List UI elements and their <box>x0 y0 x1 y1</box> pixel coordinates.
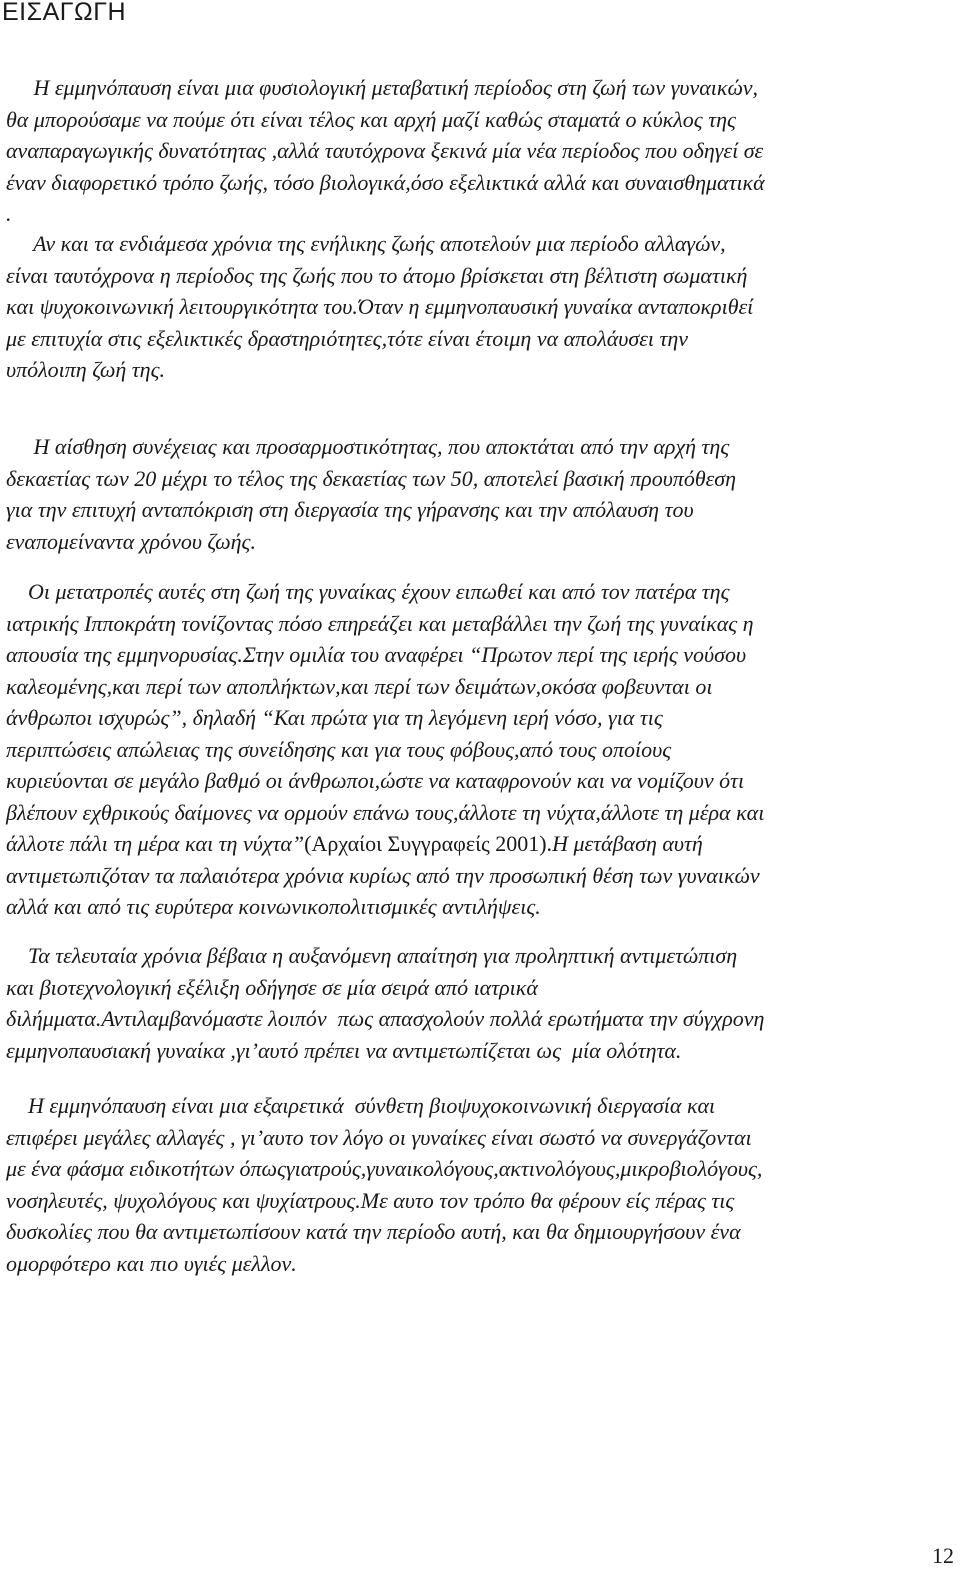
text-line: κυριεύονται σε μεγάλο βαθμό οι άνθρωποι,ώστε να καταφρονούν και να νομίζουν ότι <box>6 768 745 793</box>
text-line: ομορφότερο και πιο υγιές μελλον. <box>6 1250 297 1276</box>
text-line: και ψυχοκοινωνική λειτουργικότητα του.Όταν η εμμηνοπαυσική γυναίκα ανταποκριθεί <box>6 294 754 319</box>
paragraph-4 <box>6 576 956 923</box>
paragraph-1 <box>6 72 956 230</box>
section-heading: ΕΙΣΑΓΩΓΗ <box>2 0 127 26</box>
paragraph-2 <box>6 228 956 386</box>
text-line: επιφέρει μεγάλες αλλαγές , γι’αυτο τον λόγο οι γυναίκες είναι σωστό να συνεργάζονται <box>6 1124 752 1150</box>
text-line: ιατρικής Ιπποκράτη τονίζοντας πόσο επηρεάζει και μεταβάλλει την ζωή της γυναίκας η <box>6 610 754 636</box>
text-line: Οι μετατροπές αυτές στη ζωή της γυναίκας έχουν ειπωθεί και από τον πατέρα της <box>6 579 730 604</box>
paragraph-5 <box>6 940 956 1066</box>
sentence-start: Η μετάβαση αυτή <box>552 831 703 856</box>
text-line: . <box>6 201 12 226</box>
text-line: θα μπορούσαμε να πούμε ότι είναι τέλος και αρχή μαζί καθώς σταματά ο κύκλος της <box>6 106 736 132</box>
text-line: καλεομένης,και περί των αποπλήκτων,και περί των δειμάτων,οκόσα φοβευνται οι <box>6 673 713 699</box>
text-line: υπόλοιπη ζωή της. <box>6 357 166 382</box>
text-line: διλήμματα.Αντιλαμβανόμαστε λοιπόν πως απασχολούν πολλά ερωτήματα την σύγχρονη <box>6 1006 765 1031</box>
text-line: άνθρωποι ισχυρώς”, δηλαδή “Και πρώτα για τη λεγόμενη ιερή νόσο, για τις <box>6 705 663 730</box>
text-line: περιπτώσεις απώλειας της συνείδησης και για τους φόβους,από τους οποίους <box>6 736 672 762</box>
text-line: αντιμετωπιζόταν τα παλαιότερα χρόνια κυρίως από την προσωπική θέση των γυναικών <box>6 862 760 888</box>
text-line: Η εμμηνόπαυση είναι μια φυσιολογική μεταβατική περίοδος στη ζωή των γυναικών, <box>6 75 759 100</box>
page-number: 12 <box>932 1543 954 1568</box>
text-line: με επιτυχία στις εξελικτικές δραστηριότητες,τότε είναι έτοιμη να απολάυσει την <box>6 325 689 351</box>
text-line: νοσηλευτές, ψυχολόγους και ψυχίατρους.Με αυτο τον τρόπο θα φέρουν είς πέρας τις <box>6 1187 735 1213</box>
text-line: αναπαραγωγικής δυνατότητας ,αλλά ταυτόχρονα ξεκινά μία νέα περίοδος που οδηγεί σε <box>6 138 764 163</box>
citation: (Αρχαίοι Συγγραφείς 2001). <box>304 831 553 856</box>
text-line: απουσία της εμμηνορυσίας.Στην ομιλία του αναφέρει “Πρωτον περί της ιερής νούσου <box>6 642 747 667</box>
text-line: αλλά και από τις ευρύτερα κοινωνικοπολιτισμικές αντιλήψεις. <box>6 894 541 919</box>
text-line: εναπομείναντα χρόνου ζωής. <box>6 528 256 554</box>
text-line: έναν διαφορετικό τρόπο ζωής, τόσο βιολογικά,όσο εξελικτικά αλλά και συναισθηματικά <box>6 169 765 195</box>
text-line-with-citation <box>6 828 956 860</box>
quote-end: άλλοτε πάλι τη μέρα και τη νύχτα” <box>6 831 305 856</box>
text-line: Αν και τα ενδιάμεσα χρόνια της ενήλικης ζωής αποτελούν μια περίοδο αλλαγών, <box>6 231 726 256</box>
text-line: και βιοτεχνολογική εξέλιξη οδήγησε σε μία σειρά από ιατρικά <box>6 974 538 1000</box>
text-line: με ένα φάσμα ειδικοτήτων όπωςγιατρούς,γυναικολόγους,ακτινολόγους,μικροβιολόγους, <box>6 1156 763 1181</box>
text-line: Η αίσθηση συνέχειας και προσαρμοστικότητας, που αποκτάται από την αρχή της <box>6 434 730 459</box>
text-line: βλέπουν εχθρικούς δαίμονες να ορμούν επάνω τους,άλλοτε τη νύχτα,άλλοτε τη μέρα και <box>6 799 765 825</box>
text-line: Τα τελευταία χρόνια βέβαια η αυξανόμενη απαίτηση για προληπτική αντιμετώπιση <box>6 943 738 968</box>
text-line: Η εμμηνόπαυση είναι μια εξαιρετικά σύνθετη βιοψυχοκοινωνική διεργασία και <box>6 1093 716 1118</box>
text-line: δυσκολίες που θα αντιμετωπίσουν κατά την περίοδο αυτή, και θα δημιουργήσουν ένα <box>6 1219 741 1244</box>
text-line: για την επιτυχή ανταπόκριση στη διεργασία της γήρανσης και την απόλαυση του <box>6 497 694 522</box>
paragraph-3 <box>6 431 956 557</box>
text-line: είναι ταυτόχρονα η περίοδος της ζωής που το άτομο βρίσκεται στη βέλτιστη σωματική <box>6 262 748 288</box>
text-line: δεκαετίας των 20 μέχρι το τέλος της δεκαετίας των 50, αποτελεί βασική προυπόθεση <box>6 465 737 491</box>
paragraph-6 <box>6 1090 956 1279</box>
text-line: εμμηνοπαυσιακή γυναίκα ,γι’αυτό πρέπει να αντιμετωπίζεται ως μία ολότητα. <box>6 1037 682 1063</box>
